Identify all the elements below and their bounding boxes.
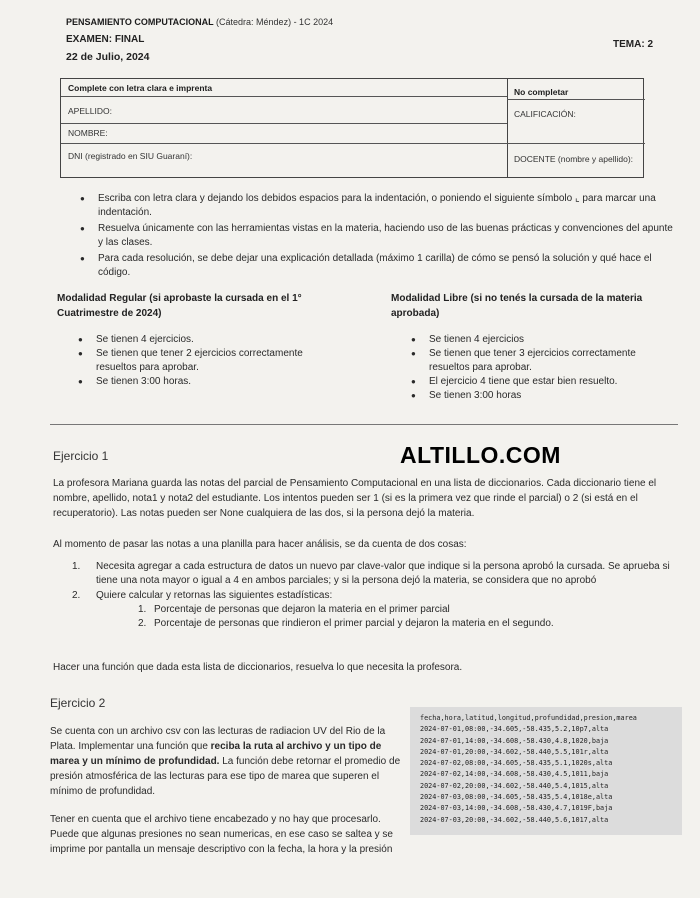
- ejercicio2-title: Ejercicio 2: [50, 696, 106, 710]
- form-right-title: No completar: [514, 87, 569, 97]
- docente-field: DOCENTE (nombre y apellido):: [514, 154, 634, 164]
- item-text: Necesita agregar a cada estructura de datos un nuevo par clave-valor que indique si la persona aprobó la cursada. Se aprueba si tiene una nota mayor o igual a 4 en ambos parciales; y si la persona dejó la materia, se considera que no aprobó: [96, 561, 670, 586]
- table-divider: [61, 143, 645, 144]
- list-item: ● Se tienen que tener 2 ejercicios correctamente resueltos para aprobar.: [78, 347, 318, 375]
- modalidad-regular-list: [78, 333, 318, 389]
- student-info-table: [60, 78, 644, 178]
- rules-list: [78, 192, 678, 282]
- ejercicio1-context: Al momento de pasar las notas a una planilla para hacer análisis, se da cuenta de dos cosas:: [53, 539, 467, 550]
- list-item: ● Se tienen 3:00 horas.: [78, 375, 318, 389]
- list-item: ● El ejercicio 4 tiene que estar bien resuelto.: [411, 375, 661, 389]
- course-header: [66, 17, 333, 27]
- calificacion-field: CALIFICACIÓN:: [514, 109, 576, 119]
- exam-tema: TEMA: 2: [613, 39, 653, 50]
- ejercicio1-sublist: [96, 603, 672, 631]
- csv-sample: [410, 707, 682, 835]
- apellido-field[interactable]: APELLIDO:: [68, 106, 112, 116]
- list-item: [72, 560, 672, 588]
- csv-line: fecha,hora,latitud,longitud,profundidad,presion,marea: [420, 714, 637, 722]
- nombre-field[interactable]: NOMBRE:: [68, 128, 108, 138]
- csv-line: 2024-07-02,14:00,-34.608,-58.430,4.5,1011,baja: [420, 770, 609, 779]
- list-item: ● Se tienen 4 ejercicios: [411, 333, 661, 347]
- csv-line: 2024-07-03,14:00,-34.608,-58.430,4.7,1019F,baja: [420, 804, 613, 813]
- list-item: ● Se tienen que tener 3 ejercicios correctamente resueltos para aprobar.: [411, 347, 661, 375]
- item-text: Porcentaje de personas que dejaron la materia en el primer parcial: [154, 604, 450, 615]
- item-number: 1.: [138, 604, 147, 615]
- csv-line: 2024-07-02,08:00,-34.605,-58.435,5.1,1020s,alta: [420, 759, 613, 768]
- ejercicio2-text: Se cuenta con un archivo csv con las lecturas de radiacion UV del Rio de la Plata. Implementar una función que: [50, 726, 386, 752]
- table-divider: [61, 123, 507, 124]
- form-left-title: Complete con letra clara e imprenta: [68, 83, 213, 93]
- ejercicio2-emphasis: reciba la ruta al archivo y un tipo de marea y un mínimo de profundidad.: [50, 741, 382, 767]
- section-divider: [50, 424, 678, 425]
- table-divider: [61, 96, 507, 97]
- list-item: [72, 589, 672, 631]
- list-item: ● Escriba con letra clara y dejando los debidos espacios para la indentación, o poniendo el siguiente símbolo ⌞ para marcar una indentación.: [78, 192, 678, 220]
- csv-line: 2024-07-02,20:00,-34.602,-58.440,5.4,1015,alta: [420, 781, 609, 790]
- list-item: ● Resuelva únicamente con las herramientas vistas en la materia, haciendo uso de las buenas prácticas y convenciones del apunte y las clases.: [78, 222, 678, 250]
- csv-line: 2024-07-01,14:00,-34.608,-58.430,4.8,1020,baja: [420, 736, 609, 745]
- table-divider: [507, 79, 508, 177]
- item-number: 2.: [72, 590, 81, 601]
- dni-field[interactable]: DNI (registrado en SIU Guaraní):: [68, 151, 193, 161]
- list-item: ● Se tienen 3:00 horas: [411, 389, 661, 403]
- ejercicio1-list: [72, 560, 672, 632]
- list-item: ● Se tienen 4 ejercicios.: [78, 333, 318, 347]
- list-item: ● Para cada resolución, se debe dejar una explicación detallada (máximo 1 carilla) de cómo se pensó la solución y qué hace el código.: [78, 252, 678, 280]
- csv-line: 2024-07-01,20:00,-34.602,-58.440,5.5,101r,alta: [420, 747, 609, 756]
- ejercicio1-intro: La profesora Mariana guarda las notas del parcial de Pensamiento Computacional en una lista de diccionarios. Cada diccionario tiene el nombre, apellido, nota1 y nota2 del estudiante. Los intentos pueden ser 1 (si es la primera vez que rinde el parcial) o 2 (si está en el recuperatorio). Las notas pueden ser None cualquiera de las dos, si la persona dejó la materia.: [53, 478, 657, 519]
- modalidad-regular-title: Modalidad Regular (si aprobaste la cursada en el 1° Cuatrimestre de 2024): [57, 293, 302, 319]
- modalidad-libre-title: Modalidad Libre (si no tenés la cursada de la materia aprobada): [391, 293, 643, 319]
- ejercicio2-text: La función debe retornar el promedio de presión atmosférica de las lecturas para ese tipo de marea que superen el mínimo de profundidad.: [50, 756, 401, 797]
- csv-line: 2024-07-03,20:00,-34.602,-58.440,5.6,1017,alta: [420, 815, 609, 824]
- ejercicio1-task: Hacer una función que dada esta lista de diccionarios, resuelva lo que necesita la profesora.: [53, 662, 463, 673]
- exam-type: EXAMEN: FINAL: [66, 34, 145, 45]
- modalidad-libre-list: [411, 333, 661, 403]
- course-subtitle: (Cátedra: Méndez) - 1C 2024: [216, 17, 334, 27]
- ejercicio1-title: Ejercicio 1: [53, 449, 109, 463]
- item-text: Porcentaje de personas que rindieron el primer parcial y dejaron la materia en el segundo.: [154, 618, 554, 629]
- item-number: 2.: [138, 618, 147, 629]
- exam-date: 22 de Julio, 2024: [66, 51, 150, 63]
- table-divider: [507, 99, 645, 100]
- course-name: PENSAMIENTO COMPUTACIONAL: [66, 17, 214, 27]
- item-text: Quiere calcular y retornas las siguientes estadísticas:: [96, 590, 333, 601]
- ejercicio2-note: Tener en cuenta que el archivo tiene encabezado y no hay que procesarlo. Puede que algunas presiones no sean numericas, en ese caso se saltea y se imprime por pantalla un mensaje descriptivo con la fecha, la hora y la presión: [50, 814, 393, 855]
- ejercicio2-intro: [50, 724, 405, 799]
- csv-line: 2024-07-03,08:00,-34.605,-58.435,5.4,1018e,alta: [420, 793, 613, 802]
- item-number: 1.: [72, 561, 81, 572]
- list-item: [96, 617, 672, 631]
- list-item: [96, 603, 672, 617]
- csv-line: 2024-07-01,08:00,-34.605,-58.435,5.2,10p7,alta: [420, 725, 609, 734]
- watermark: ALTILLO.COM: [400, 442, 561, 468]
